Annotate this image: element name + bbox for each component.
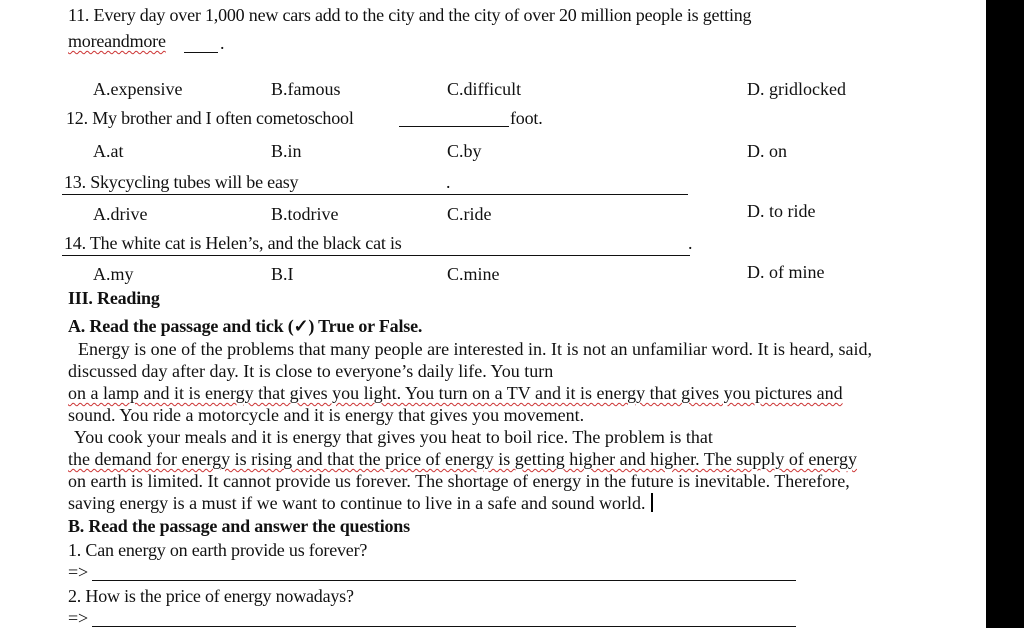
q13-rule	[62, 194, 688, 195]
question-1: 1. Can energy on earth provide us forever?	[68, 540, 368, 560]
q11-blank	[184, 52, 218, 53]
q11-text: 11. Every day over 1,000 new cars add to the city and the city of over 20 million people is getting	[68, 5, 752, 25]
q13-option-a: A.drive	[93, 204, 148, 224]
passage-line	[68, 382, 958, 404]
passage-line: on earth is limited. It cannot provide us forever. The shortage of energy in the future is inevitable. Therefore,	[68, 471, 850, 491]
passage-line: discussed day after day. It is close to everyone’s daily life. You turn	[68, 361, 554, 381]
q11-option-b: B.famous	[271, 79, 341, 99]
q12-option-d: D. on	[747, 141, 787, 161]
answer-2-arrow: =>	[68, 608, 88, 628]
passage-line-text: the demand for energy is rising and that the price of energy is getting higher and higher. The supply of energy	[68, 449, 857, 469]
q11-blank-end: .	[220, 33, 225, 53]
q13-dot: .	[446, 172, 451, 192]
answer-2-line[interactable]	[92, 626, 796, 627]
q14-option-a: A.my	[93, 264, 134, 284]
q12-after: foot.	[510, 108, 543, 128]
q13-option-c: C.ride	[447, 204, 492, 224]
q13-text: 13. Skycycling tubes will be easy	[64, 172, 299, 192]
q13-option-d: D. to ride	[747, 201, 816, 221]
q14-option-c: C.mine	[447, 264, 500, 284]
passage-line	[68, 448, 958, 470]
right-border	[986, 0, 1024, 628]
q12-option-b: B.in	[271, 141, 302, 161]
passage-line: You cook your meals and it is energy that gives you heat to boil rice. The problem is that	[74, 427, 713, 447]
q12-option-c: C.by	[447, 141, 482, 161]
q11-text-line2	[68, 31, 166, 52]
q14-text: 14. The white cat is Helen’s, and the black cat is	[64, 233, 402, 253]
passage-line-text: saving energy is a must if we want to continue to live in a safe and sound world.	[68, 493, 646, 513]
part-b-heading: B. Read the passage and answer the questions	[68, 516, 410, 536]
q12-text: 12. My brother and I often cometoschool	[66, 108, 354, 128]
q14-option-d: D. of mine	[747, 262, 825, 282]
text-cursor	[651, 493, 653, 512]
passage-line-text: on a lamp and it is energy that gives you light. You turn on a TV and it is energy that gives you pictures and	[68, 383, 843, 403]
passage-line: Energy is one of the problems that many people are interested in. It is not an unfamiliar word. It is heard, said,	[78, 339, 872, 359]
q11-option-c: C.difficult	[447, 79, 522, 99]
passage-line	[68, 492, 958, 514]
q11-option-a: A.expensive	[93, 79, 183, 99]
q12-blank	[399, 126, 509, 127]
q11-moreandmore: moreandmore	[68, 31, 166, 51]
question-2: 2. How is the price of energy nowadays?	[68, 586, 354, 606]
q14-option-b: B.I	[271, 264, 294, 284]
passage-line: sound. You ride a motorcycle and it is energy that gives you movement.	[68, 405, 585, 425]
q13-option-b: B.todrive	[271, 204, 339, 224]
q14-rule	[62, 255, 690, 256]
answer-1-arrow: =>	[68, 562, 88, 582]
q11-option-d: D. gridlocked	[747, 79, 846, 99]
q12-option-a: A.at	[93, 141, 124, 161]
q14-dot: .	[688, 233, 693, 253]
section-reading-heading: III. Reading	[68, 288, 160, 308]
answer-1-line[interactable]	[92, 580, 796, 581]
part-a-heading: A. Read the passage and tick (✓) True or False.	[68, 316, 423, 336]
reading-passage[interactable]	[68, 338, 958, 514]
